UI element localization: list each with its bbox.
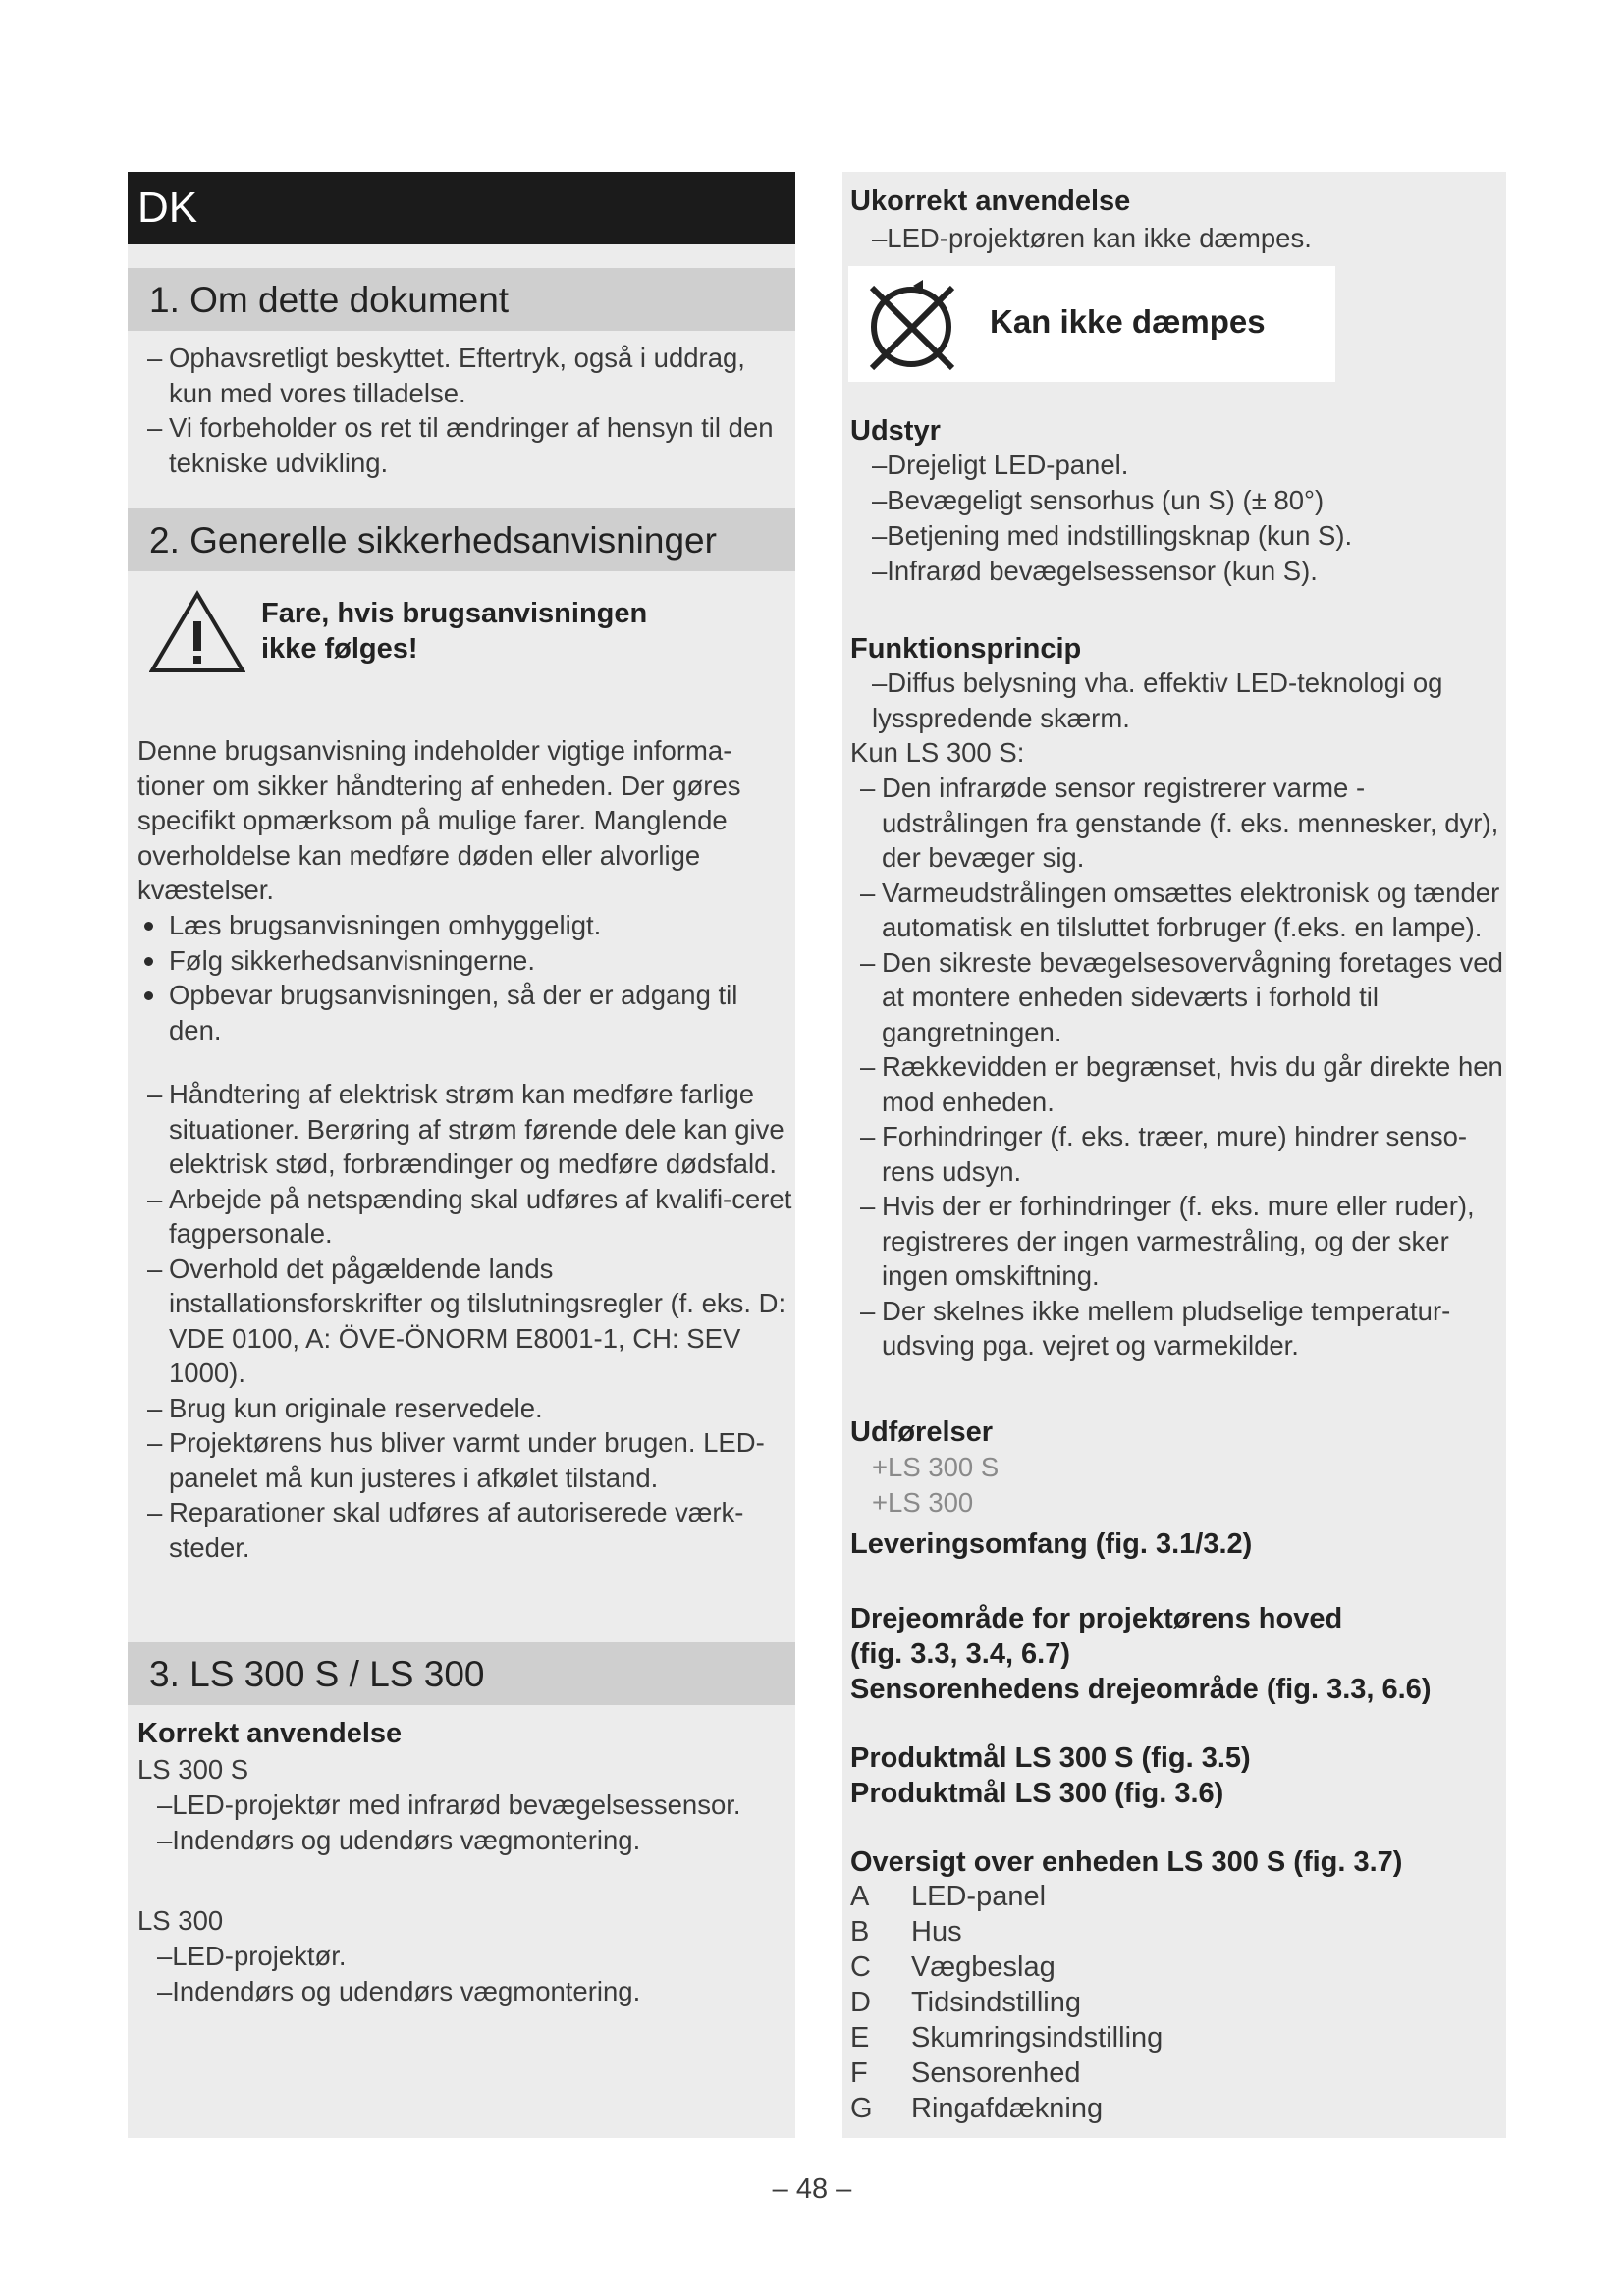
equipment-item: –Betjening med indstillingsknap (kun S). (872, 520, 1353, 551)
equipment-item: –Bevægeligt sensorhus (un S) (± 80°) (872, 485, 1325, 515)
warning-line-2: ikke følges! (261, 633, 418, 665)
warning-triangle-icon (149, 590, 245, 674)
section-3-title: 3. LS 300 S / LS 300 (128, 1642, 795, 1705)
safety-intro: Denne brugsanvisning indeholder vigtige informa-tioner om sikker håndtering af enheden. Der gøres specifikt opmærksom på mulige farer. Manglende overholdelse kan medføre døden eller alvorlige kvæstelser. (137, 735, 741, 905)
rotation-range-line-2: (fig. 3.3, 3.4, 6.7) (850, 1638, 1071, 1670)
variant-item: +LS 300 S (872, 1452, 1000, 1482)
language-header: DK (128, 172, 795, 244)
list-item: Følg sikkerhedsanvisningerne. (137, 943, 785, 979)
list-item: Opbevar brugsanvisningen, så der er adgang til den. (137, 978, 785, 1047)
list-item: – Projektørens hus bliver varmt under brugen. LED-panelet må kun justeres i afkølet tilstand. (147, 1427, 765, 1493)
equipment-item: –Drejeligt LED-panel. (872, 450, 1129, 480)
list-item: Læs brugsanvisningen omhyggeligt. (137, 908, 785, 943)
correct-use-heading: Korrekt anvendelse (137, 1718, 403, 1749)
page-number: – 48 – (772, 2173, 852, 2205)
warning-line-1: Fare, hvis brugsanvisningen (261, 598, 648, 629)
list-item: – Den infrarøde sensor registrerer varme - udstrålingen fra genstande (f. eks. mennesker, dyr), der bevæger sig. (860, 773, 1499, 873)
ls300s-item-2: –Indendørs og udendørs vægmontering. (157, 1825, 641, 1855)
list-item: – Ophavsretligt beskyttet. Eftertryk, også i uddrag, kun med vores tilladelse. (147, 343, 745, 408)
right-column: Ukorrekt anvendelse –LED-projektøren kan ikke dæmpes. Kan ikke dæmpes Udstyr –Drejeligt LED-panel. –Bevægeligt sensorhus (un S) (± 80°) –Betjening med indstillingsknap (kun S). –Infrarød bevægelsessensor (kun S). Funktionsprincip –Diffus belysning vha. effektiv LED-teknologi og lysspredende skærm. Kun LS 300 S: – Den infrarøde sensor registrerer varme - udstrålingen fra genstande (f. eks. mennesker, dyr), der bevæger sig. – Varmeudstrålingen omsættes elektronisk og tænder automatisk en tilsluttet forbruger (f.eks. en lampe). – Den sikreste bevægelsesovervågning foretages ved at montere enheden sideværts i forhold til gangretningen. – Rækkevidden er begrænset, hvis du går direkte hen mod enheden. – Forhindringer (f. eks. træer, mure) hindrer senso-rens udsyn. – Hvis der er forhindringer (f. eks. mure eller ruder), registreres der ingen varmestråling, og der sker ingen omskiftning. – Der skelnes ikke mellem pludselige temperatur-udsving pga. vejret og varmekilder. Udførelser +LS 300 S +LS 300 Leveringsomfang (fig. 3.1/3.2) Drejeområde for projektørens hoved (fig. 3.3, 3.4, 6.7) Sensorenhedens drejeområde (fig. 3.3, 6.6) Produktmål LS 300 S (fig. 3.5) Produktmål LS 300 (fig. 3.6) Oversigt over enheden LS 300 S (fig. 3.7) A LED-panel B Hus C Vægbeslag D Tidsindstilling E Skumringsindstilling F Sensorenhed G Ringafdækning (842, 172, 1506, 2138)
list-item: – Reparationer skal udføres af autoriserede værk-steder. (147, 1497, 744, 1563)
function-dash-list (850, 771, 1506, 1363)
left-column (128, 172, 795, 2138)
incorrect-use-item: –LED-projektøren kan ikke dæmpes. (872, 223, 1312, 253)
list-item: – Den sikreste bevægelsesovervågning foretages ved at montere enheden sideværts i forhold til gangretningen. (860, 946, 1503, 1047)
section-1-title: 1. Om dette dokument (128, 268, 795, 331)
list-item: – Hvis der er forhindringer (f. eks. mure eller ruder), registreres der ingen varmestråling, og der sker ingen omskiftning. (860, 1191, 1475, 1291)
no-dimming-box (848, 266, 1335, 382)
dimensions-ls300: Produktmål LS 300 (fig. 3.6) (850, 1778, 1224, 1809)
delivery-scope: Leveringsomfang (fig. 3.1/3.2) (850, 1528, 1253, 1560)
list-item: – Forhindringer (f. eks. træer, mure) hindrer senso-rens udsyn. (860, 1121, 1468, 1187)
section-2-title: 2. Generelle sikkerhedsanvisninger (128, 508, 795, 571)
ls300s-item-1: –LED-projektør med infrarød bevægelsessensor. (157, 1789, 741, 1820)
ls300-item-1: –LED-projektør. (157, 1941, 347, 1971)
incorrect-use-heading: Ukorrekt anvendelse (850, 186, 1131, 217)
safety-dash-list (137, 1077, 795, 1565)
no-dimming-label: Kan ikke dæmpes (990, 303, 1266, 340)
equipment-item: –Infrarød bevægelsessensor (kun S). (872, 556, 1318, 586)
dimensions-ls300s: Produktmål LS 300 S (fig. 3.5) (850, 1742, 1251, 1774)
function-item: –Diffus belysning vha. effektiv LED-teknologi og lysspredende skærm. (872, 667, 1443, 733)
only-ls300s-label: Kun LS 300 S: (850, 737, 1025, 768)
section-1-list (137, 341, 795, 480)
list-item: – Overhold det pågældende lands installationsforskrifter og tilslutningsregler (f. eks. D: VDE 0100, A: ÖVE-ÖNORM E8001-1, CH: SEV 1000). (147, 1253, 786, 1388)
list-item: – Der skelnes ikke mellem pludselige temperatur-udsving pga. vejret og varmekilder. (860, 1295, 1451, 1361)
rotation-range-line-1: Drejeområde for projektørens hoved (850, 1603, 1343, 1634)
ls300s-label: LS 300 S (137, 1754, 249, 1785)
list-item: – Brug kun originale reservedele. (147, 1392, 543, 1423)
function-heading: Funktionsprincip (850, 633, 1082, 665)
overview-heading: Oversigt over enheden LS 300 S (fig. 3.7) (850, 1846, 1403, 1878)
list-item: – Vi forbeholder os ret til ændringer af hensyn til den tekniske udvikling. (147, 412, 774, 478)
list-item: – Håndtering af elektrisk strøm kan medføre farlige situationer. Berøring af strøm førende dele kan give elektrisk stød, forbrændinger og medføre dødsfald. (147, 1079, 785, 1179)
equipment-heading: Udstyr (850, 415, 941, 447)
list-item: – Varmeudstrålingen omsættes elektronisk og tænder automatisk en tilsluttet forbruger (f.eks. en lampe). (860, 877, 1500, 942)
no-dimming-icon (862, 278, 964, 372)
variants-heading: Udførelser (850, 1416, 994, 1448)
safety-bullets (137, 908, 785, 1047)
list-item: – Arbejde på netspænding skal udføres af kvalifi-ceret fagpersonale. (147, 1183, 792, 1249)
list-item: – Rækkevidden er begrænset, hvis du går direkte hen mod enheden. (860, 1051, 1503, 1117)
ls300-label: LS 300 (137, 1905, 224, 1936)
ls300-item-2: –Indendørs og udendørs vægmontering. (157, 1976, 641, 2006)
variant-item: +LS 300 (872, 1487, 974, 1518)
sensor-rotation-range: Sensorenhedens drejeområde (fig. 3.3, 6.6) (850, 1674, 1432, 1705)
